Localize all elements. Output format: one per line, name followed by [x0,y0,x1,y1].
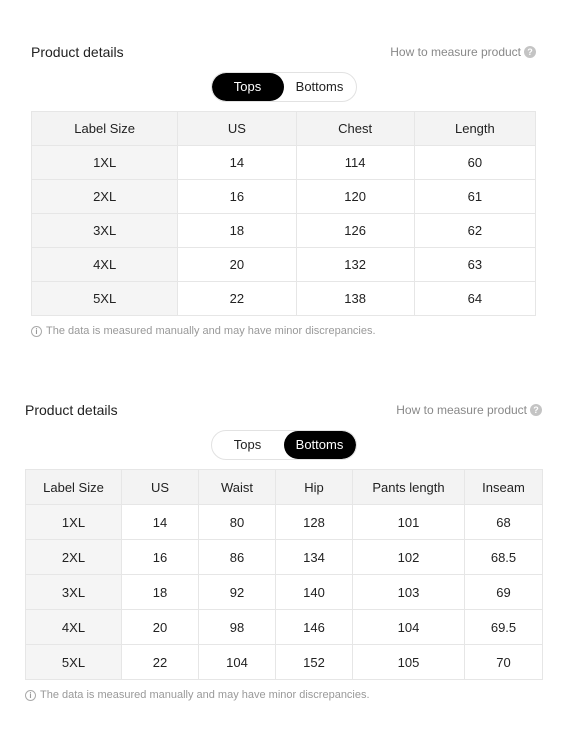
table-cell: 126 [296,214,414,248]
column-header-inseam: Inseam [465,470,543,505]
table-cell: 105 [353,645,465,680]
category-toggle [211,72,357,102]
table-row [26,645,543,680]
measurement-note-text: The data is measured manually and may have minor discrepancies. [46,325,376,337]
column-header-label-size: Label Size [26,470,122,505]
category-toggle-wrapper [31,72,536,102]
table-cell: 64 [414,282,535,316]
table-cell: 101 [353,505,465,540]
question-circle-icon: ? [530,404,542,416]
column-header-length: Length [414,112,535,146]
table-cell: 146 [276,610,353,645]
tab-bottoms[interactable]: Bottoms [295,79,344,94]
column-header-us: US [122,470,199,505]
tab-bottoms[interactable]: Bottoms [284,431,356,459]
bottoms-size-table [25,469,543,680]
table-cell: 14 [178,146,296,180]
table-cell: 1XL [26,505,122,540]
table-cell: 152 [276,645,353,680]
table-cell: 69 [465,575,543,610]
bottoms-size-panel [25,398,542,701]
how-to-measure-link[interactable] [390,45,536,59]
column-header-chest: Chest [296,112,414,146]
question-circle-icon: ? [524,46,536,58]
table-cell: 132 [296,248,414,282]
how-to-measure-label: How to measure product [390,45,521,59]
table-row [32,282,536,316]
table-cell: 3XL [26,575,122,610]
table-cell: 134 [276,540,353,575]
table-cell: 128 [276,505,353,540]
column-header-waist: Waist [199,470,276,505]
table-cell: 16 [122,540,199,575]
table-cell: 5XL [26,645,122,680]
table-row [32,248,536,282]
table-cell: 86 [199,540,276,575]
table-cell: 61 [414,180,535,214]
measurement-note [25,689,542,701]
table-cell: 98 [199,610,276,645]
category-toggle-wrapper [25,430,542,460]
measurement-note [31,325,536,337]
category-toggle [211,430,357,460]
table-cell: 1XL [32,146,178,180]
table-cell: 18 [178,214,296,248]
table-cell: 3XL [32,214,178,248]
table-cell: 20 [178,248,296,282]
table-row [32,180,536,214]
table-cell: 2XL [26,540,122,575]
table-cell: 5XL [32,282,178,316]
panel-title: Product details [31,44,124,60]
table-cell: 114 [296,146,414,180]
table-cell: 62 [414,214,535,248]
table-cell: 18 [122,575,199,610]
table-cell: 4XL [26,610,122,645]
table-cell: 70 [465,645,543,680]
tops-size-panel [31,40,536,337]
table-header-row [26,470,543,505]
table-cell: 69.5 [465,610,543,645]
table-cell: 16 [178,180,296,214]
column-header-hip: Hip [276,470,353,505]
table-row [26,610,543,645]
table-cell: 104 [353,610,465,645]
table-row [32,146,536,180]
tab-tops[interactable]: Tops [233,437,262,452]
tops-size-table [31,111,536,316]
table-cell: 140 [276,575,353,610]
info-circle-icon: i [31,326,42,337]
panel-title: Product details [25,402,118,418]
table-cell: 22 [178,282,296,316]
table-cell: 20 [122,610,199,645]
table-cell: 92 [199,575,276,610]
column-header-pants-length: Pants length [353,470,465,505]
table-cell: 68 [465,505,543,540]
table-row [26,505,543,540]
measurement-note-text: The data is measured manually and may have minor discrepancies. [40,689,370,701]
column-header-us: US [178,112,296,146]
table-cell: 4XL [32,248,178,282]
table-cell: 120 [296,180,414,214]
table-cell: 14 [122,505,199,540]
table-cell: 138 [296,282,414,316]
panel-header [31,40,536,64]
table-cell: 104 [199,645,276,680]
column-header-label-size: Label Size [32,112,178,146]
table-cell: 102 [353,540,465,575]
how-to-measure-link[interactable] [396,403,542,417]
table-header-row [32,112,536,146]
table-cell: 2XL [32,180,178,214]
table-cell: 103 [353,575,465,610]
how-to-measure-label: How to measure product [396,403,527,417]
table-cell: 60 [414,146,535,180]
table-cell: 80 [199,505,276,540]
table-row [32,214,536,248]
tab-tops[interactable]: Tops [212,73,284,101]
table-cell: 63 [414,248,535,282]
table-row [26,540,543,575]
table-cell: 22 [122,645,199,680]
info-circle-icon: i [25,690,36,701]
table-row [26,575,543,610]
panel-header [25,398,542,422]
table-cell: 68.5 [465,540,543,575]
